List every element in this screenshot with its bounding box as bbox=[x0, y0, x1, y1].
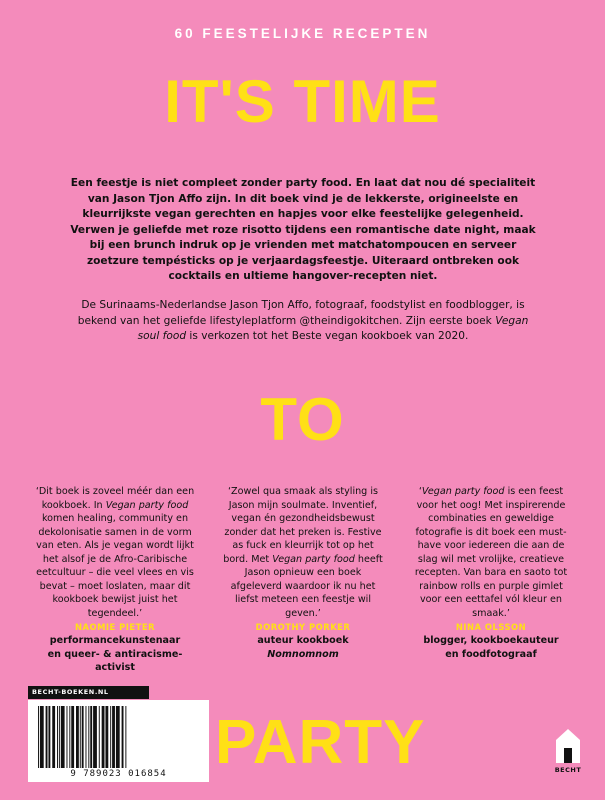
quote-text: ‘ bbox=[418, 486, 422, 497]
barcode-bar bbox=[112, 706, 115, 768]
quote-author-role: blogger, kookboekauteur bbox=[423, 635, 559, 646]
barcode-bar bbox=[69, 706, 70, 768]
barcode-bar bbox=[110, 706, 111, 768]
becht-logo-icon bbox=[555, 728, 581, 764]
quote-book-title: Vegan party food bbox=[272, 553, 355, 565]
quote-text: ‘Dit boek is zoveel méér dan een kookboek. In bbox=[35, 486, 195, 511]
barcode-bar bbox=[125, 706, 126, 768]
quote-dorothy-porker bbox=[222, 485, 384, 661]
quote-author-name: NINA OLSSON bbox=[455, 622, 527, 633]
barcode-bar bbox=[40, 706, 44, 768]
barcode-bar bbox=[122, 706, 124, 768]
barcode-bar bbox=[116, 706, 120, 768]
publisher-logo-label: BECHT bbox=[554, 766, 582, 774]
title-word-its-time: IT'S TIME bbox=[164, 68, 441, 135]
barcode-bar bbox=[88, 706, 89, 768]
barcode-bar bbox=[59, 706, 60, 768]
barcode-bar bbox=[61, 706, 65, 768]
barcode-bar bbox=[99, 706, 100, 768]
barcode-bar bbox=[80, 706, 81, 768]
barcode-bar bbox=[67, 706, 68, 768]
barcode-bar bbox=[52, 706, 55, 768]
quote-author-role: en queer- & antiracisme-activist bbox=[47, 648, 183, 674]
quote-author-name: DOROTHY PORKER bbox=[255, 622, 351, 633]
barcode-bar bbox=[48, 706, 50, 768]
quote-author-role: en foodfotograaf bbox=[445, 648, 537, 660]
quote-book-title: Vegan party food bbox=[421, 486, 505, 497]
title-word-to: TO bbox=[260, 386, 345, 453]
isbn-barcode bbox=[28, 700, 209, 782]
publisher-website: BECHT-BOEKEN.NL bbox=[28, 686, 149, 699]
quote-book-title: Vegan party food bbox=[105, 499, 189, 511]
barcode-bar bbox=[86, 706, 87, 768]
title-word-party: PARTY bbox=[215, 708, 426, 777]
author-bio bbox=[68, 298, 538, 345]
quote-text: is een feest voor het oog! Met inspirerende combinaties en geweldige fotografie is dit boek een must-have voor iedereen die aan de slag wil met vrolijke, creatieve recepten. Van bara en saoto tot rainbow rolls en purple gimlet voor een eettafel vól kleur en smaak.’ bbox=[414, 486, 568, 619]
bio-book-title: Vegan soul food bbox=[137, 314, 529, 343]
barcode-bar bbox=[93, 706, 97, 768]
quote-text: heeft Jason opnieuw een boek afgeleverd waardoor ik nu het liefst meteen een feestje wil geven.’ bbox=[230, 553, 383, 619]
barcode-bar bbox=[57, 706, 58, 768]
quote-naomie-pieter bbox=[34, 485, 196, 675]
quote-author-role: Nomnomnom bbox=[267, 648, 339, 660]
bio-text-start: De Surinaams-Nederlandse Jason Tjon Affo, fotograaf, foodstylist en foodblogger, is bekend van het geliefde lifestyleplatform @theindigokitchen. Zijn eerste boek bbox=[77, 299, 525, 327]
barcode-bar bbox=[102, 706, 105, 768]
quote-author-role: performancekunstenaar bbox=[49, 635, 181, 646]
barcode-bar bbox=[46, 706, 48, 768]
quote-author-role: auteur kookboek bbox=[257, 635, 349, 646]
quote-text: ‘Zowel qua smaak als styling is Jason mijn soulmate. Inventief, vegan én gezondheidsbewust zonder dat het preken is. Festive as fuck en kleurrijk tot op het bord. Met bbox=[223, 486, 382, 565]
cover-subtitle: 60 FEESTELIJKE RECEPTEN bbox=[174, 26, 431, 41]
barcode-bar bbox=[90, 706, 92, 768]
intro-paragraph: Een feestje is niet compleet zonder party food. En laat dat nou dé specialiteit van Jason Tjon Affo zijn. In dit boek vind je de lekkerste, origineelste en kleurrijkste vegan gerechten en hapjes voor elke feestelijke gelegenheid. Verwen je geliefde met roze risotto tijdens een romantische date night, maak bij een brunch indruk op je vrienden met matchatompoucen en serveer zoetzure tempésticks op je verjaardagsfeestje. Uiteraard ontbreken ook cocktails en ultieme hangover-recepten niet. bbox=[70, 177, 536, 283]
barcode-bar bbox=[71, 706, 74, 768]
barcode-bar bbox=[38, 706, 39, 768]
barcode-bar bbox=[105, 706, 108, 768]
quote-text: komen healing, community en dekolonisatie samen in de vorm van eten. Als je vegan wordt lijkt het alsof je de Afro-Caribische eetcultuur – die veel vlees en vis bevat – moet loslaten, maar dit kookboek bewijst juist het tegendeel.’ bbox=[36, 513, 194, 619]
barcode-bar bbox=[82, 706, 84, 768]
barcode-bar bbox=[76, 706, 79, 768]
quote-author-name: NAOMIE PIETER bbox=[74, 622, 156, 633]
quote-nina-olsson bbox=[410, 485, 572, 661]
isbn-number: 9 789023 016854 bbox=[70, 769, 167, 779]
barcode-icon bbox=[36, 706, 201, 768]
bio-text-end: is verkozen tot het Beste vegan kookboek van 2020. bbox=[186, 330, 469, 343]
